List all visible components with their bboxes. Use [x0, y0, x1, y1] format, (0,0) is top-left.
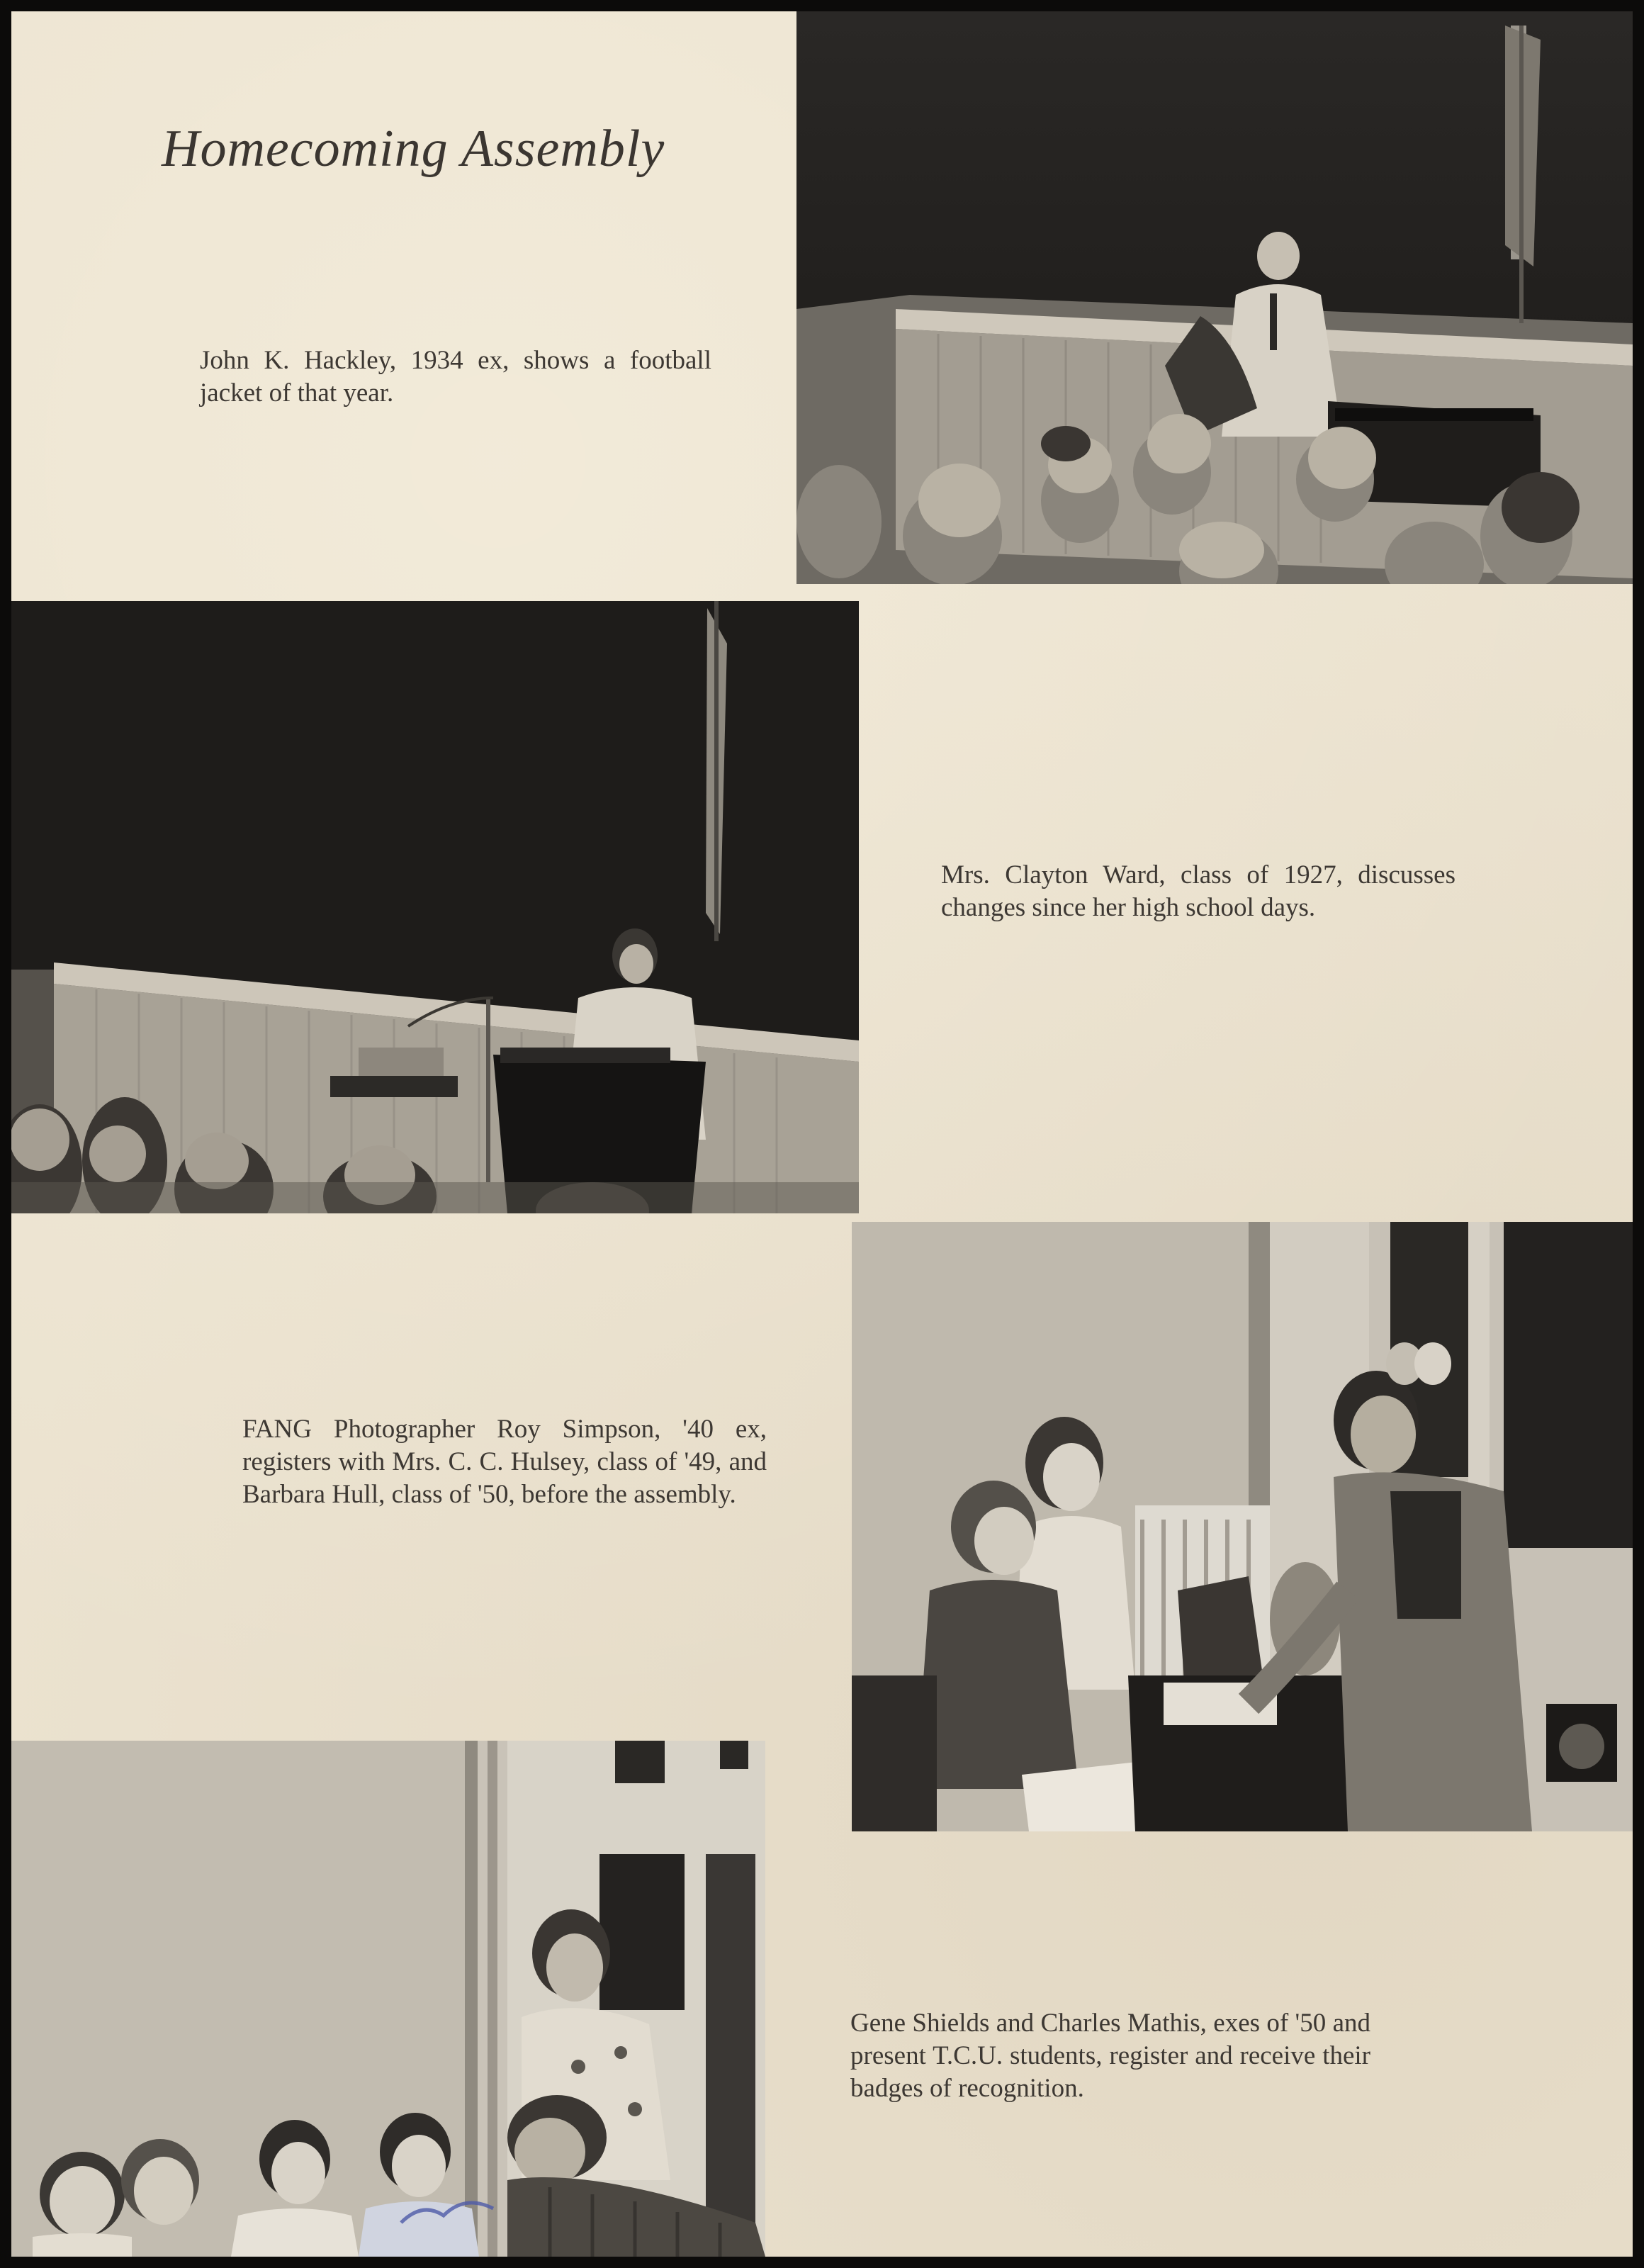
caption-simpson: FANG Photographer Roy Simpson, '40 ex, registers with Mrs. C. C. Hulsey, class of '49, and Barbara Hull, class of '50, before the assembly. — [242, 1415, 767, 1509]
caption-ward: Mrs. Clayton Ward, class of 1927, discusses changes since her high school days. — [941, 860, 1456, 922]
caption-hackley: John K. Hackley, 1934 ex, shows a football jacket of that year. — [200, 346, 711, 408]
photo-simpson-registering — [852, 1222, 1633, 1831]
photo-ward-lectern — [11, 601, 859, 1213]
page-title: Homecoming Assembly — [162, 120, 665, 178]
yearbook-page — [11, 11, 1633, 2257]
photo-shields-mathis — [11, 1741, 765, 2257]
caption-shields: Gene Shields and Charles Mathis, exes of '50 and present T.C.U. students, register and receive their badges of recognition. — [850, 2009, 1370, 2103]
photo-hackley-stage — [796, 11, 1633, 584]
